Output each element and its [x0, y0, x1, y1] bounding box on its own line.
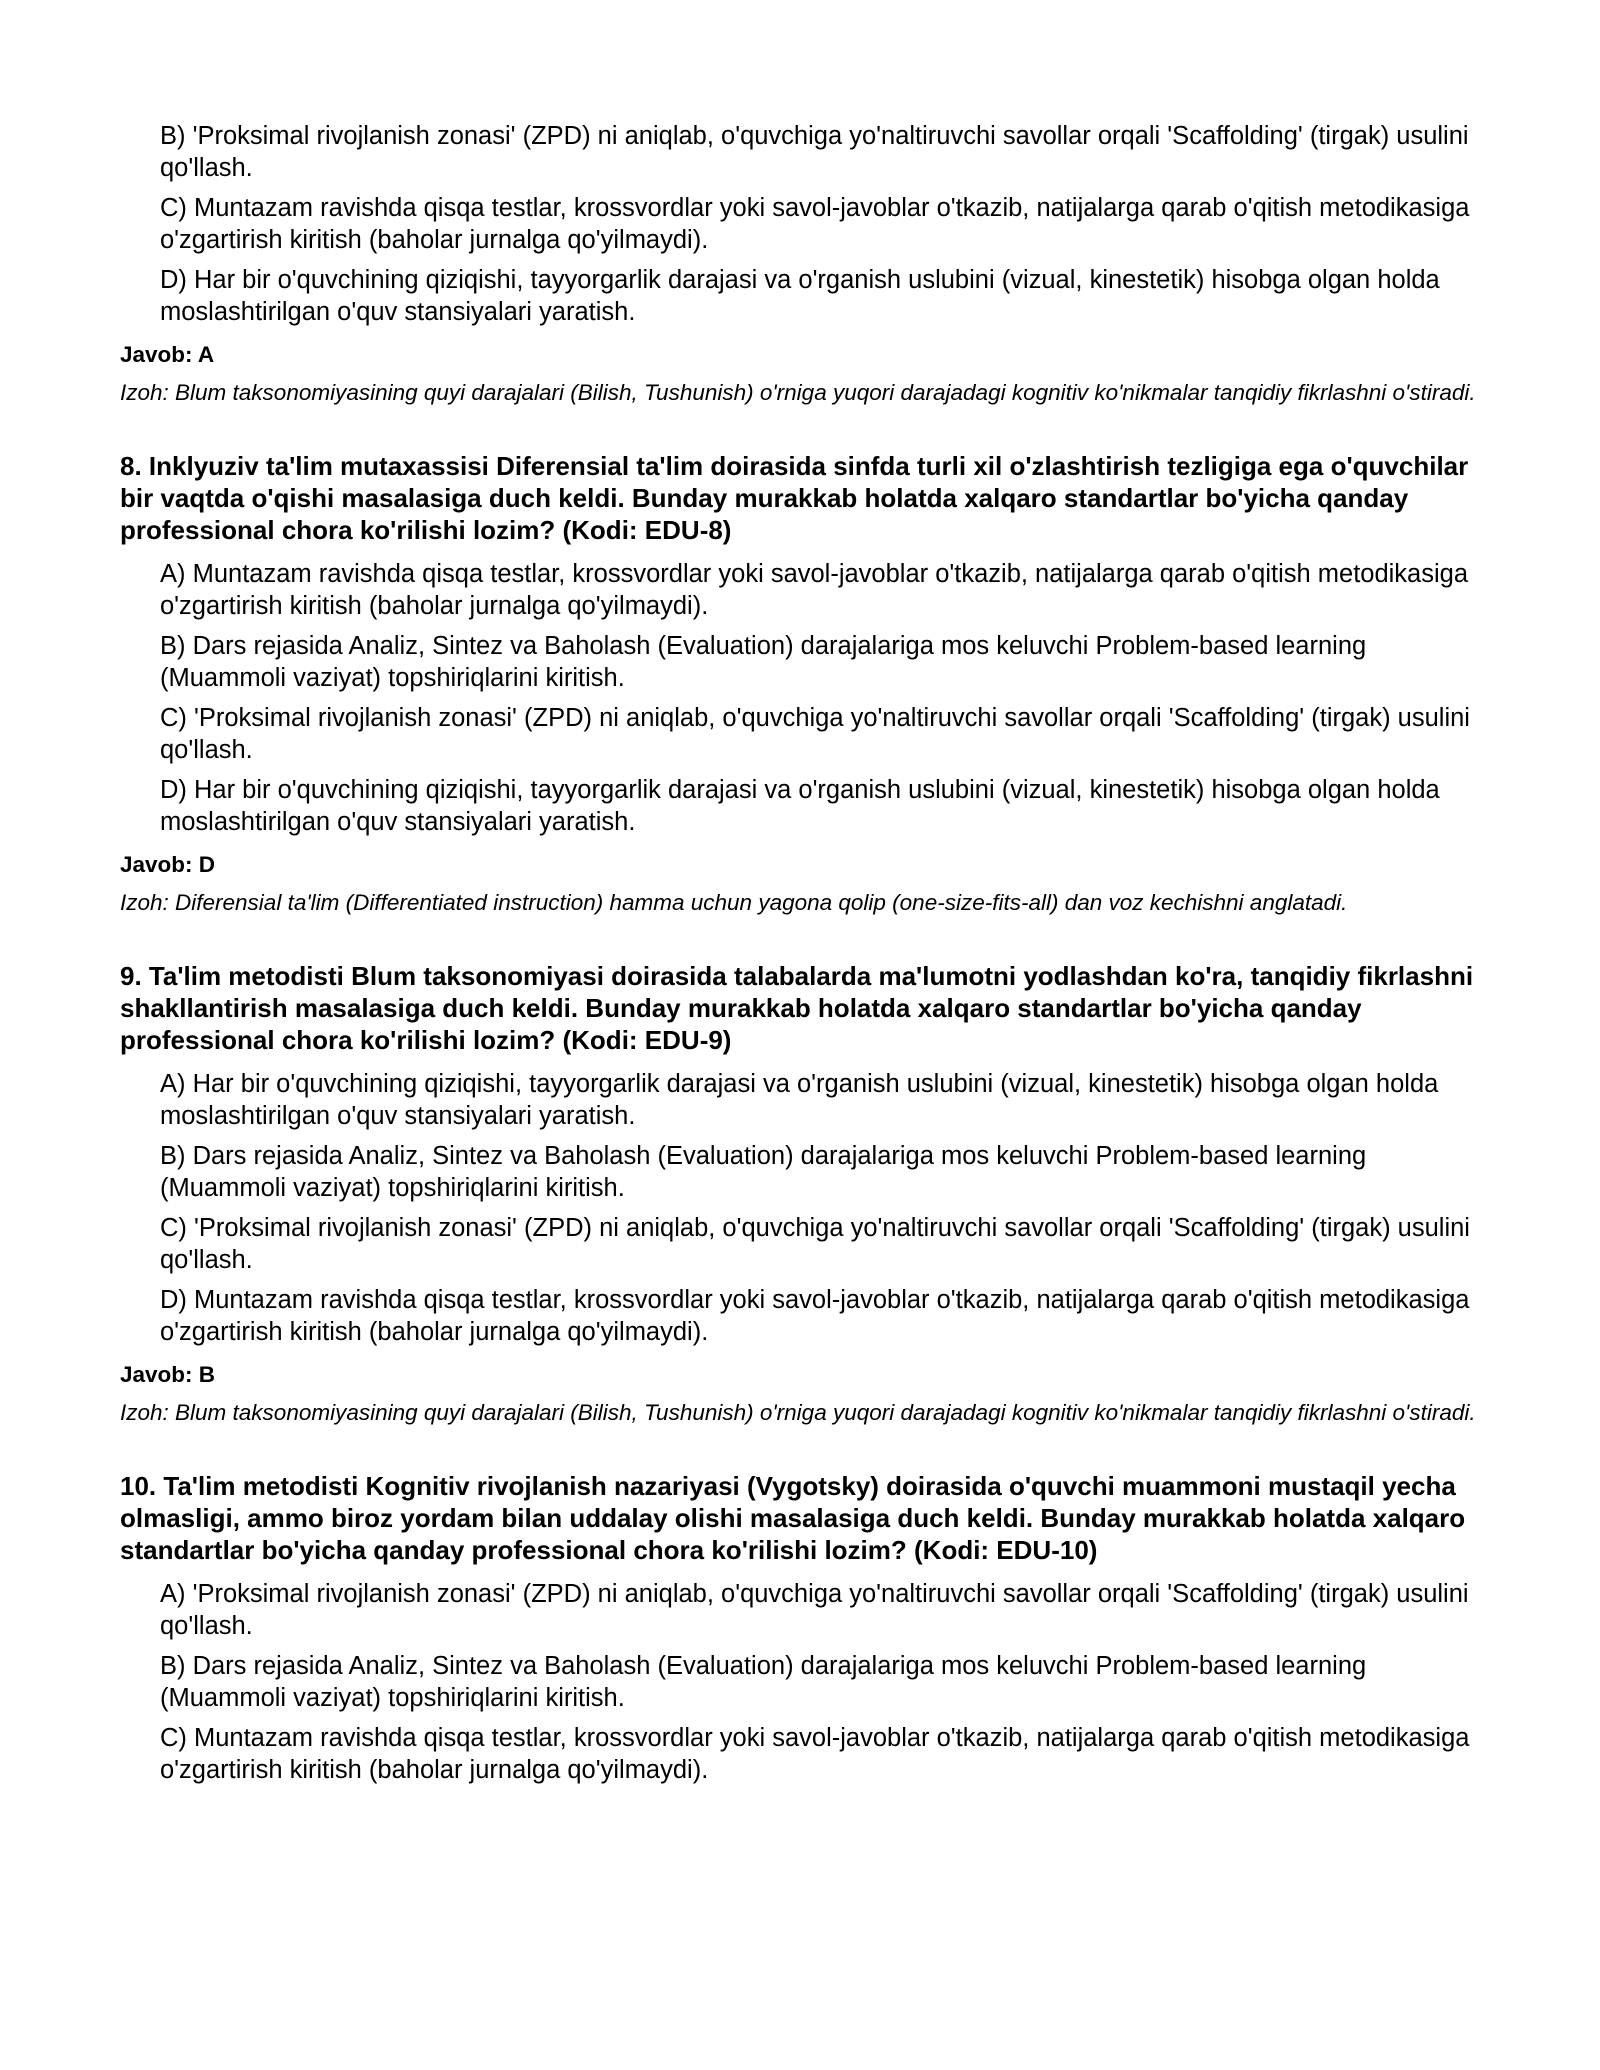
option-a: A) Har bir o'quvchining qiziqishi, tayyorgarlik darajasi va o'rganish uslubini (vizual, kinestetik) hisobga olgan holda moslashtirilgan o'quv stansiyalari yaratish.: [160, 1070, 1439, 1130]
question-8: [120, 450, 1480, 546]
option-b: B) 'Proksimal rivojlanish zonasi' (ZPD) ni aniqlab, o'quvchiga yo'naltiruvchi savollar orqali 'Scaffolding' (tirgak) usulini qo'llash.: [160, 122, 1469, 182]
question-text: 8. Inklyuziv ta'lim mutaxassisi Diferensial ta'lim doirasida sinfda turli xil o'zlashtirish tezligiga ega o'quvchilar bir vaqtda o'qishi masalasiga duch keldi. Bunday murakkab holatda xalqaro standartlar bo'yicha qanday professional chora ko'rilishi lozim? (Kodi: EDU-8): [120, 451, 1469, 545]
option-d: D) Har bir o'quvchining qiziqishi, tayyorgarlik darajasi va o'rganish uslubini (vizual, kinestetik) hisobga olgan holda moslashtirilgan o'quv stansiyalari yaratish.: [160, 266, 1440, 326]
option-a: A) 'Proksimal rivojlanish zonasi' (ZPD) ni aniqlab, o'quvchiga yo'naltiruvchi savollar orqali 'Scaffolding' (tirgak) usulini qo'llash.: [160, 1580, 1469, 1640]
answer-label: Javob: D: [120, 852, 216, 877]
option-d: D) Har bir o'quvchining qiziqishi, tayyorgarlik darajasi va o'rganish uslubini (vizual, kinestetik) hisobga olgan holda moslashtirilgan o'quv stansiyalari yaratish.: [160, 776, 1440, 836]
question-text: 10. Ta'lim metodisti Kognitiv rivojlanish nazariyasi (Vygotsky) doirasida o'quvchi muammoni mustaqil yecha olmasligi, ammo biroz yordam bilan uddalay olishi masalasiga duch keldi. Bunday murakkab holatda xalqaro standartlar bo'yicha qanday professional chora ko'rilishi lozim? (Kodi: EDU-10): [120, 1471, 1466, 1565]
option-a: A) Muntazam ravishda qisqa testlar, krossvordlar yoki savol-javoblar o'tkazib, natijalarga qarab o'qitish metodikasiga o'zgartirish kiritish (baholar jurnalga qo'yilmaydi).: [160, 560, 1469, 620]
question-7-continuation: [120, 120, 1480, 408]
option-b: B) Dars rejasida Analiz, Sintez va Baholash (Evaluation) darajalariga mos keluvchi Problem-based learning (Muammoli vaziyat) topshiriqlarini kiritish.: [160, 1142, 1367, 1202]
question-text: 9. Ta'lim metodisti Blum taksonomiyasi doirasida talabalarda ma'lumotni yodlashdan ko'ra, tanqidiy fikrlashni shakllantirish masalasiga duch keldi. Bunday murakkab holatda xalqaro standartlar bo'yicha qanday professional chora ko'rilishi lozim? (Kodi: EDU-9): [120, 961, 1474, 1055]
option-b: B) Dars rejasida Analiz, Sintez va Baholash (Evaluation) darajalariga mos keluvchi Problem-based learning (Muammoli vaziyat) topshiriqlarini kiritish.: [160, 632, 1367, 692]
option-c: C) 'Proksimal rivojlanish zonasi' (ZPD) ni aniqlab, o'quvchiga yo'naltiruvchi savollar orqali 'Scaffolding' (tirgak) usulini qo'llash.: [160, 1214, 1470, 1274]
explanation-note: Izoh: Blum taksonomiyasining quyi darajalari (Bilish, Tushunish) o'rniga yuqori darajadagi kognitiv ko'nikmalar tanqidiy fikrlashni o'stiradi.: [120, 380, 1476, 405]
answer-label: Javob: A: [120, 342, 215, 367]
explanation-note: Izoh: Blum taksonomiyasining quyi darajalari (Bilish, Tushunish) o'rniga yuqori darajadagi kognitiv ko'nikmalar tanqidiy fikrlashni o'stiradi.: [120, 1400, 1476, 1425]
option-c: C) 'Proksimal rivojlanish zonasi' (ZPD) ni aniqlab, o'quvchiga yo'naltiruvchi savollar orqali 'Scaffolding' (tirgak) usulini qo'llash.: [160, 704, 1470, 764]
question-10: [120, 1470, 1480, 1566]
answer-label: Javob: B: [120, 1362, 216, 1387]
option-d: D) Muntazam ravishda qisqa testlar, krossvordlar yoki savol-javoblar o'tkazib, natijalarga qarab o'qitish metodikasiga o'zgartirish kiritish (baholar jurnalga qo'yilmaydi).: [160, 1286, 1470, 1346]
document-page: [120, 120, 1480, 1794]
option-c: C) Muntazam ravishda qisqa testlar, krossvordlar yoki savol-javoblar o'tkazib, natijalarga qarab o'qitish metodikasiga o'zgartirish kiritish (baholar jurnalga qo'yilmaydi).: [160, 194, 1470, 254]
explanation-note: Izoh: Diferensial ta'lim (Differentiated instruction) hamma uchun yagona qolip (one-size-fits-all) dan voz kechishni anglatadi.: [120, 890, 1348, 915]
option-c: C) Muntazam ravishda qisqa testlar, krossvordlar yoki savol-javoblar o'tkazib, natijalarga qarab o'qitish metodikasiga o'zgartirish kiritish (baholar jurnalga qo'yilmaydi).: [160, 1724, 1470, 1784]
option-b: B) Dars rejasida Analiz, Sintez va Baholash (Evaluation) darajalariga mos keluvchi Problem-based learning (Muammoli vaziyat) topshiriqlarini kiritish.: [160, 1652, 1367, 1712]
question-9: [120, 960, 1480, 1056]
